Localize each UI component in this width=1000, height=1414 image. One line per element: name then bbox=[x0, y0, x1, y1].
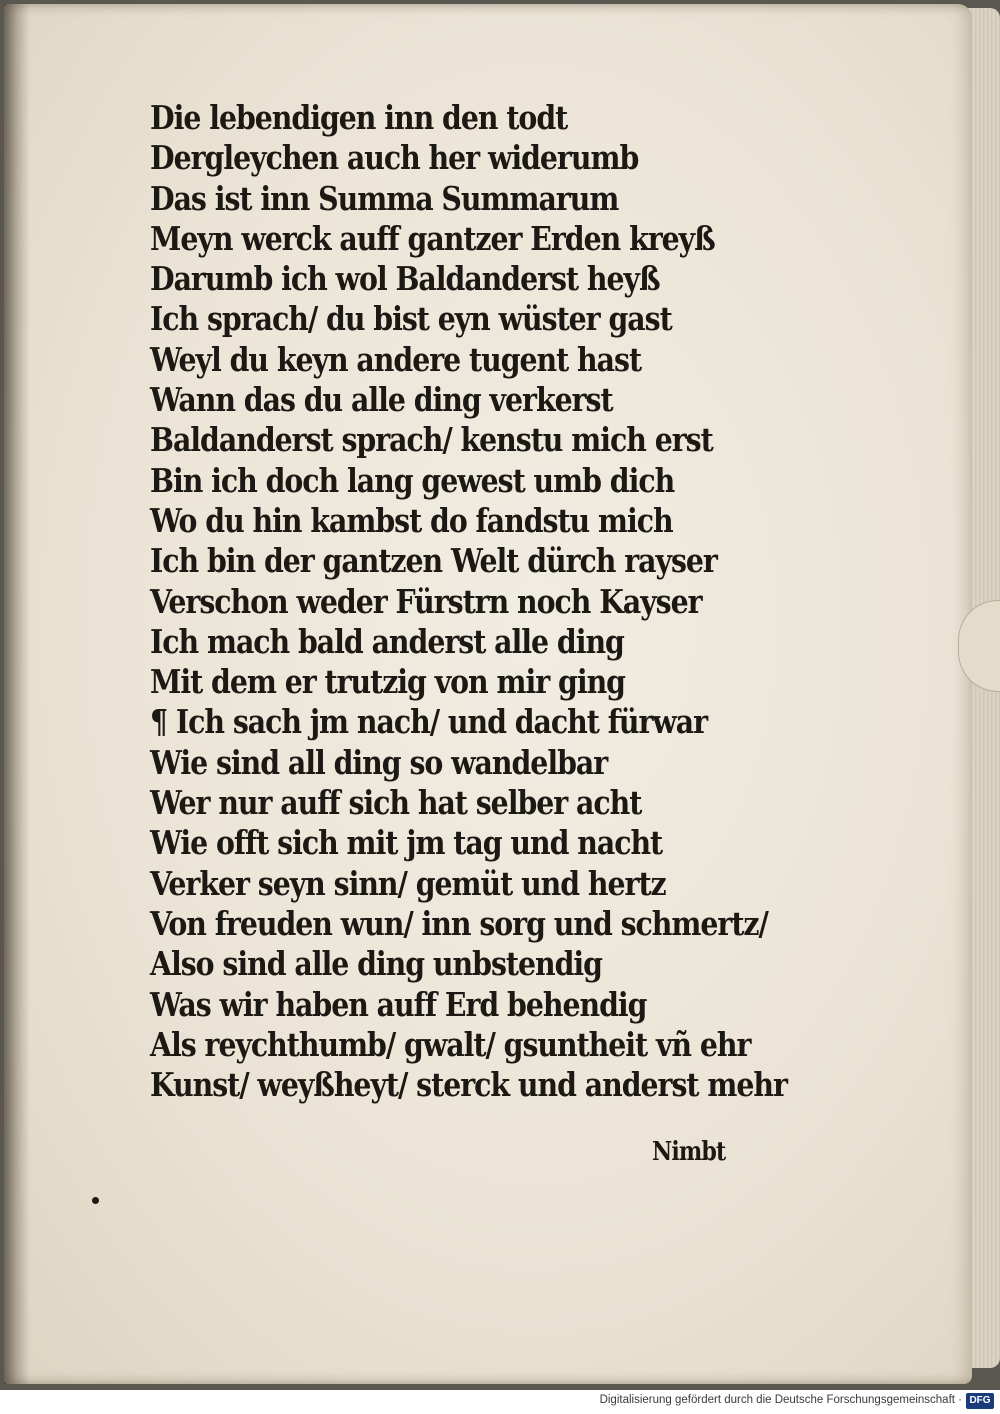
ink-mark bbox=[92, 1197, 99, 1204]
binding-gutter bbox=[4, 4, 30, 1384]
verse-line: Wer nur auff sich hat selber acht bbox=[150, 783, 642, 823]
verse-line: Von freuden wun/ inn sorg und schmertz/ bbox=[150, 903, 768, 943]
verse-line: Ich mach bald anderst alle ding bbox=[150, 621, 624, 661]
verse-line: Verschon weder Fürstrn noch Kayser bbox=[150, 581, 702, 621]
verse-line: Weyl du keyn andere tugent hast bbox=[150, 339, 642, 379]
verse-line: ¶ Ich sach jm nach/ und dacht fürwar bbox=[150, 702, 708, 742]
verse-line: Was wir haben auff Erd behendig bbox=[150, 984, 647, 1024]
verse-line: Wie offt sich mit jm tag und nacht bbox=[150, 823, 663, 863]
funding-credit: Digitalisierung gefördert durch die Deutsche Forschungsgemeinschaft · bbox=[599, 1394, 962, 1406]
dfg-logo: DFG bbox=[966, 1393, 994, 1409]
verse-line: Also sind alle ding unbstendig bbox=[150, 944, 602, 984]
verse-line: Als reychthumb/ gwalt/ gsuntheit vñ ehr bbox=[150, 1024, 751, 1064]
digitization-footer bbox=[0, 1390, 1000, 1414]
verse-line: Bin ich doch lang gewest umb dich bbox=[150, 460, 675, 500]
verse-line: Ich bin der gantzen Welt dürch rayser bbox=[150, 541, 717, 581]
verse-line: Baldanderst sprach/ kenstu mich erst bbox=[150, 420, 713, 460]
verse-text bbox=[150, 98, 790, 1105]
verse-line: Wann das du alle ding verkerst bbox=[150, 380, 613, 420]
verse-line: Das ist inn Summa Summarum bbox=[150, 178, 619, 218]
verse-line: Ich sprach/ du bist eyn wüster gast bbox=[150, 299, 672, 339]
catchword: Nimbt bbox=[652, 1137, 726, 1167]
verse-line: Verker seyn sinn/ gemüt und hertz bbox=[150, 863, 666, 903]
verse-line: Kunst/ weyßheyt/ sterck und anderst mehr bbox=[150, 1065, 787, 1105]
verse-line: Wie sind all ding so wandelbar bbox=[150, 742, 608, 782]
verse-line: Mit dem er trutzig von mir ging bbox=[150, 662, 626, 702]
verse-line: Dergleychen auch her widerumb bbox=[150, 138, 639, 178]
verse-line: Meyn werck auff gantzer Erden kreyß bbox=[150, 218, 715, 258]
verse-line: Darumb ich wol Baldanderst heyß bbox=[150, 259, 660, 299]
verse-line: Die lebendigen inn den todt bbox=[150, 98, 568, 137]
verse-line: Wo du hin kambst do fandstu mich bbox=[150, 500, 673, 540]
